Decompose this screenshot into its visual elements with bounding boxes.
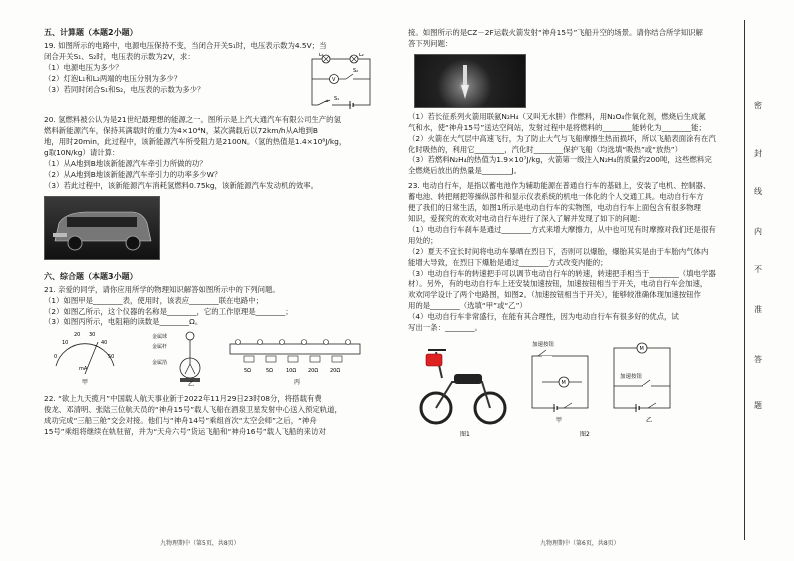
box-label-1: 5Ω [244, 368, 252, 375]
q23-line3: 便了我们的日常生活，如图1所示是电动自行车的实物图，电动自行车上面包含有很多物理 [408, 203, 701, 213]
q22-sub1-line2: 气和水，使“神舟15号”送达空间站，发射过程中是将燃料的________能转化为________能； [408, 122, 706, 132]
resistance-box-figure [224, 330, 374, 386]
binding-char-2: 封 [754, 149, 762, 158]
circuit-jia-label: 甲 [556, 416, 563, 424]
q21-sub2: （2）如图乙所示，这个仪器的名称是________，它的工作原理是________； [44, 306, 293, 316]
question-20 [44, 115, 392, 259]
binding-char-5: 不 [754, 265, 762, 274]
ebike-figure [412, 338, 512, 438]
q23-sub3-line3: 欢欢同学设计了两个电路图，如图2。（加速按钮相当于开关），能够较准确体现加速按钮作 [408, 290, 701, 300]
q19-sub1: （1）电源电压为多少？ [44, 62, 123, 72]
meter-tick-50: 50 [108, 354, 115, 361]
q22-sub3-line2: 全燃烧后放出的热量是________J。 [408, 166, 522, 176]
q23-line4: 知识，爱探究的欢欢对电动自行车进行了深入了解并发现了如下的问题： [408, 213, 645, 223]
circuit-yi-motor: M [639, 345, 644, 352]
fig2-caption: 图2 [580, 430, 590, 438]
meter-tick-10: 10 [62, 340, 69, 347]
q19-line1: 19. 如图所示的电路中，电源电压保持不变，当闭合开关S₁时，电压表示数为4.5V；当 [44, 40, 327, 50]
rocket-launch-photo [414, 54, 526, 108]
meter-tick-30: 30 [89, 332, 96, 339]
q22-line1: 22. “欲上九天揽月”中国载人航天事业新于2022年11月29日23时08分，将搭载有费 [44, 394, 322, 404]
circuit-jia-motor: M [561, 379, 566, 386]
right-column [408, 28, 738, 442]
q21-line1: 21. 亲爱的同学，请你应用所学的物理知识解答如图所示中的下列问题。 [44, 284, 280, 294]
fig-label-yi: 乙 [188, 381, 195, 387]
q22-line3: 成功完成“三船三舱”交会对接。他们与“神舟14号”乘组首次“太空会师”之后，“神舟 [44, 416, 317, 426]
ammeter-figure [48, 330, 122, 386]
question-23 [408, 181, 738, 442]
q21-sub3: （3）如图丙所示，电阻箱的读数是________Ω。 [44, 317, 203, 327]
meter-tick-0: 0 [54, 354, 58, 361]
q19-sub2: （2）灯泡L₁和L₂两端的电压分别为多少？ [44, 73, 182, 83]
q23-sub4-line1: （4）电动自行车非常盛行，在能有其合理性，因为电动自行车有很多好的优点，试 [408, 312, 679, 322]
q21-sub1: （1）如图甲是________表，使用时，该表应________联在电路中； [44, 295, 264, 305]
box-label-2: 5Ω [266, 368, 274, 375]
q22-sub1-line1: （1）若长征系列火箭用联氨N₂H₄（又叫无水肼）作燃料，用N₂O₄作氧化剂，燃烧后生成氮 [408, 111, 706, 121]
q19-circuit-diagram [306, 53, 376, 111]
label-metal-ball: 金属球 [152, 334, 168, 341]
question-19 [44, 40, 392, 102]
meter-tick-40: 40 [101, 340, 108, 347]
footer-left: 九物理期中（第5页，共8页） [160, 540, 240, 547]
hydrogen-car-photo [44, 196, 160, 260]
binding-char-6: 准 [754, 305, 762, 314]
q23-sub1-line2: 用处的； [408, 235, 438, 245]
binding-char-8: 题 [754, 401, 762, 410]
section-5-title: 五、计算题（本题2小题） [44, 28, 138, 37]
question-22 [44, 394, 392, 438]
q22-sub2-line2: 化时吸热的，利用它________，汽化时________保护飞船（均选填“吸热”或“放热”） [408, 144, 682, 154]
q23-sub3-line4: 用的是________（选填“甲”或“乙”） [408, 301, 527, 311]
rocket-icon [415, 55, 525, 107]
q23-sub3-line2: 材）。另外，有的电动自行车上还安装加速按钮，加速按钮相当于开关，电动自行车会加速， [408, 279, 708, 289]
section-6-title: 六、综合题（本题3小题） [44, 271, 138, 281]
car-icon [45, 197, 159, 259]
q20-line4: g取10N/kg）请计算： [44, 148, 120, 158]
q23-sub2-line2: 能增大导致，在烈日下爆胎是通过________方式改变内能的； [408, 257, 608, 267]
label-v: V [332, 76, 336, 83]
q19-sub3: （3）若同时闭合S₁和S₂，电压表的示数为多少？ [44, 84, 205, 94]
left-column [44, 28, 392, 438]
q22-sub2-line1: （2）火箭在大气层中高速飞行，为了防止大气与飞船摩擦生热而损坏，所以飞船表面涂有在汽 [408, 133, 716, 143]
q21-figures [44, 330, 392, 388]
q19-line2: 闭合开关S₁、S₂时，电压表的示数为2V，求： [44, 51, 195, 61]
q23-sub3-line1: （3）电动自行车的转速把手可以调节电动自行车的转速，转速把手相当于________（填电学器 [408, 268, 716, 278]
q23-sub1-line1: （1）电动自行车刹车是通过________方式来增大摩擦力，从中也可见有时摩擦对我们还是很有 [408, 224, 716, 234]
label-l2: L₂ [359, 52, 364, 58]
binding-char-1: 密 [754, 101, 762, 110]
q23-line2: 蓄电池、转把闸把等操纵部件和显示仪表系统的机电一体化的个人交通工具。电动自行车方 [408, 192, 704, 202]
q22-line2: 俊龙、邓清明、张陆三位航天员的“神舟15号”载人飞船在酒泉卫星发射中心送入预定轨道， [44, 405, 342, 415]
q20-sub2: （2）从A地到B地该新能源汽车牵引力的功率多少W？ [44, 169, 222, 179]
binding-char-3: 线 [754, 187, 762, 196]
box-label-4: 20Ω [308, 368, 319, 375]
circuit-yi-label: 乙 [646, 416, 653, 424]
q23-sub4-line2: 写出一条：________。 [408, 323, 482, 333]
fig1-caption: 图1 [460, 430, 470, 438]
circuit-figure-2 [524, 338, 734, 442]
q20-sub1: （1）从A地到B地该新能源汽车牵引力所做的功？ [44, 159, 207, 169]
q22-intro-line1: 接。如图所示的是CZ－2F运载火箭发射“神舟15号”飞船升空的场景。请你结合所学知识解 [408, 28, 703, 37]
binding-line [744, 20, 745, 540]
box-label-5: 20Ω [330, 368, 341, 375]
binding-char-7: 答 [754, 355, 762, 364]
q23-sub2-line1: （2）夏天不宜长时间将电动车暴晒在烈日下，否则可以爆胎，爆胎其实是由于车胎内气体内 [408, 246, 709, 256]
q22-line4: 15号”乘组将继续在轨驻留，并为“天舟六号”货运飞船和“神舟16号”载人飞船的来访对 [44, 427, 326, 437]
q23-line1: 23. 电动自行车，是指以蓄电池作为辅助能源在普通自行车的基础上，安装了电机、控制器、 [408, 181, 711, 191]
circuit-jia-button-label: 加速按钮 [532, 341, 555, 348]
q20-line1: 20. 氢燃料被公认为是21世纪最理想的能源之一。图所示是上汽大通汽车有限公司生产的氢 [44, 115, 341, 125]
q23-figures [408, 338, 738, 442]
q20-sub3: （3）若此过程中，该新能源汽车消耗氢燃料0.75kg，该新能源汽车发动机的效率。 [44, 180, 319, 190]
label-metal-foil: 金属箔 [152, 360, 168, 367]
circuit-yi-button-label: 加速按钮 [620, 373, 643, 380]
label-s1: S₁ [334, 95, 340, 102]
electroscope-figure [144, 330, 214, 386]
q22-intro-line2: 答下列问题： [408, 38, 453, 48]
q22-sub3-line1: （3）若燃料N₂H₄的热值为1.9×10⁷J/kg，火箭第一级注入N₂H₄的质量约200吨，这些燃料完 [408, 155, 712, 165]
question-21 [44, 285, 392, 389]
label-metal-rod: 金属杆 [152, 344, 168, 351]
fig-label-jia: 甲 [82, 379, 89, 387]
q20-line3: 地，用时20min，此过程中，该新能源汽车所受阻力是2100N。（氢的热值是1.4×10⁸J/kg， [44, 137, 347, 147]
q20-line2: 燃料新能源汽车，保持其满载时的重力为4×10⁴N，某次满载后以72km/h从A地到B [44, 126, 318, 136]
footer-right: 九物理期中（第6页，共8页） [540, 540, 620, 547]
label-l1: L₁ [319, 52, 324, 58]
binding-char-4: 内 [754, 227, 762, 236]
label-s2: S₂ [353, 67, 359, 74]
meter-unit: mA [79, 366, 88, 373]
meter-tick-20: 20 [74, 332, 81, 339]
box-label-3: 10Ω [286, 368, 297, 375]
fig-label-bing: 丙 [294, 379, 301, 387]
